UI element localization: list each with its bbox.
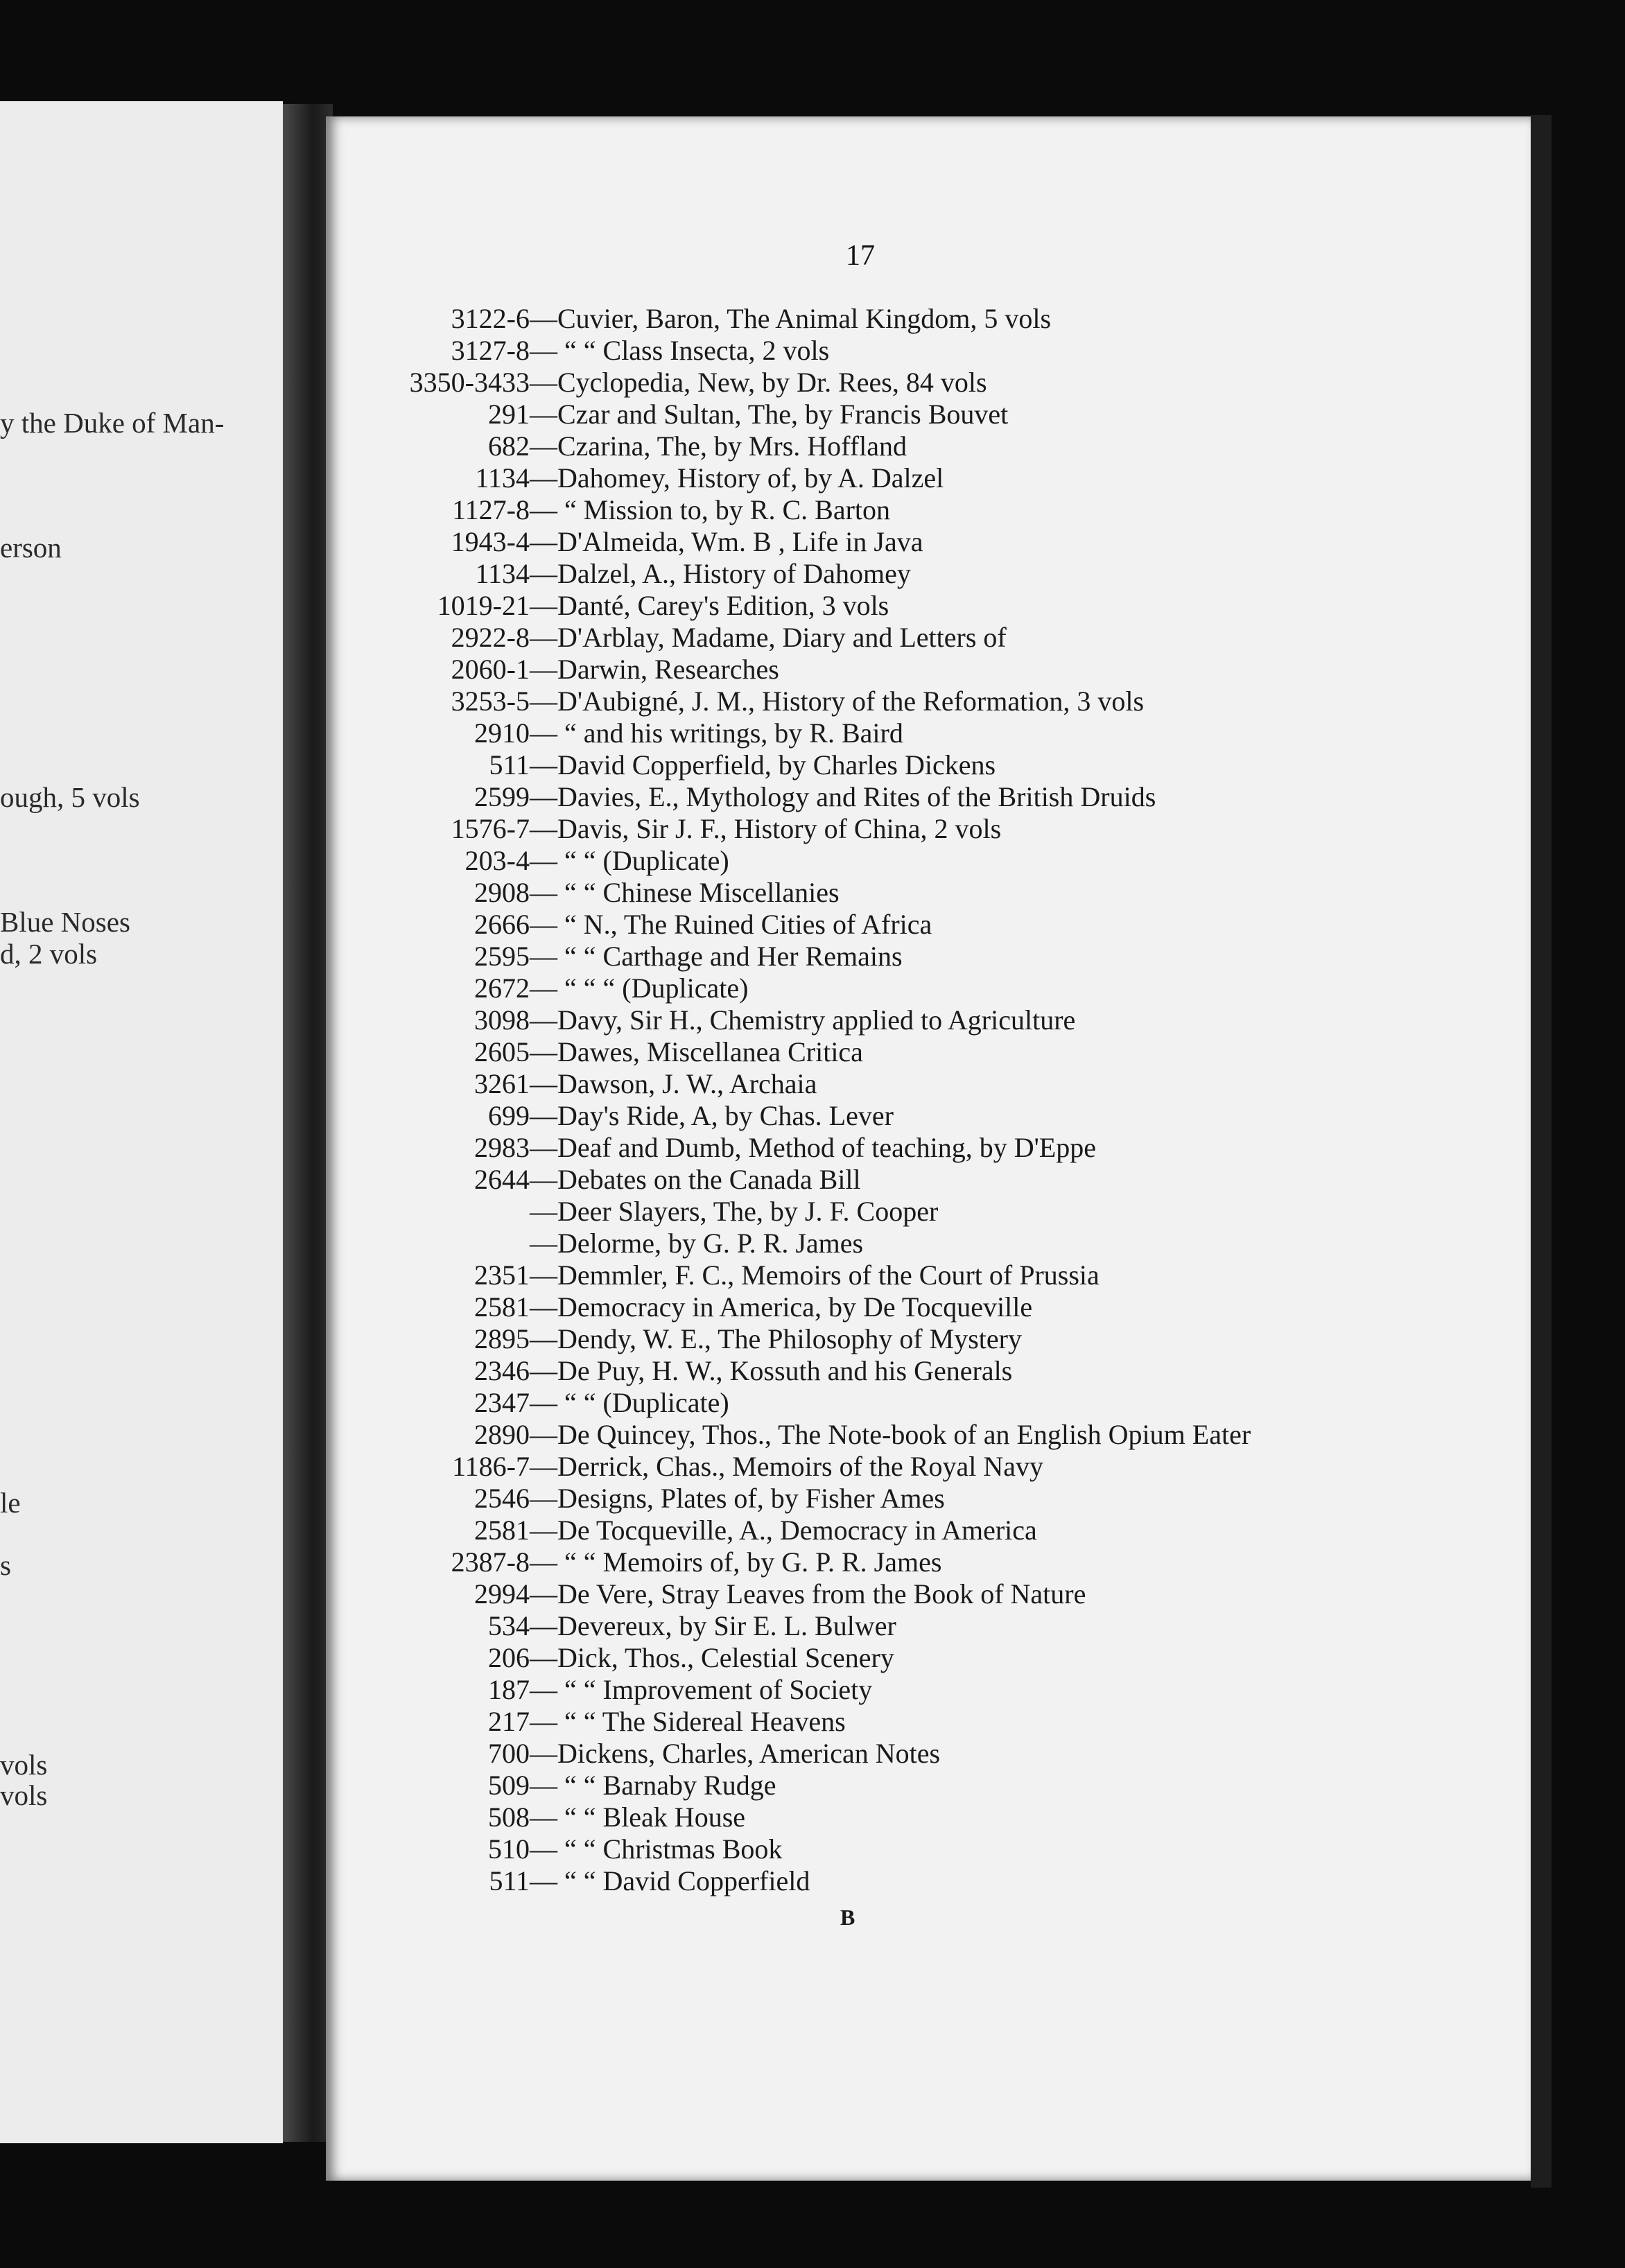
entry-number: 2346 [474, 1355, 530, 1386]
entry-text: — “ “ Bleak House [530, 1802, 746, 1833]
catalogue-entry [0, 1006, 1625, 1037]
entry-number: 2387-8 [451, 1546, 530, 1578]
left-page-fragment: d, 2 vols [0, 938, 98, 970]
left-page-fragment: vols [0, 1779, 48, 1811]
entry-text: — “ “ Barnaby Rudge [530, 1770, 776, 1801]
entry-text: —Danté, Carey's Edition, 3 vols [530, 590, 889, 621]
entry-text: —Derrick, Chas., Memoirs of the Royal Navy [530, 1451, 1043, 1482]
left-page-fragment: erson [0, 532, 62, 564]
entry-text: — “ “ Chinese Miscellanies [530, 877, 840, 908]
catalogue-entry [0, 1772, 1625, 1802]
entry-text: — “ “ Christmas Book [530, 1833, 783, 1865]
entry-text: —Deer Slayers, The, by J. F. Cooper [530, 1196, 939, 1227]
entry-number: 1019-21 [437, 590, 530, 621]
catalogue-entry [0, 1421, 1625, 1451]
entry-text: — “ “ David Copperfield [530, 1865, 810, 1896]
catalogue-entry [0, 1740, 1625, 1770]
entry-text: — “ “ Memoirs of, by G. P. R. James [530, 1546, 942, 1578]
entry-text: —Debates on the Canada Bill [530, 1164, 861, 1195]
entry-text: —Demmler, F. C., Memoirs of the Court of Prussia [530, 1259, 1100, 1291]
catalogue-entry [0, 1230, 1625, 1260]
catalogue-entry [0, 783, 1625, 814]
catalogue-entry [0, 430, 1625, 463]
entry-text: —D'Arblay, Madame, Diary and Letters of [530, 622, 1007, 653]
entry-number: 2983 [474, 1132, 530, 1163]
left-page-fragment: Blue Noses [0, 906, 130, 938]
entry-number: 291 [488, 399, 530, 430]
entry-number: 1576-7 [451, 813, 530, 844]
left-page-fragment: le [0, 1487, 21, 1519]
catalogue-entry [0, 1293, 1625, 1324]
catalogue-entry [0, 592, 1625, 622]
entry-number: 508 [488, 1802, 530, 1833]
catalogue-entry [0, 815, 1625, 846]
catalogue-entry [0, 1485, 1625, 1515]
entry-number: 2581 [474, 1515, 530, 1546]
catalogue-entry [0, 656, 1625, 686]
entry-text: —De Vere, Stray Leaves from the Book of Nature [530, 1578, 1086, 1610]
catalogue-entry [0, 1867, 1625, 1898]
entry-number: 2910 [474, 717, 530, 749]
catalogue-entry [0, 1453, 1625, 1483]
entry-number: 2060-1 [451, 654, 530, 685]
entry-number: 217 [488, 1706, 530, 1737]
left-page-fragment: s [0, 1549, 11, 1581]
entry-number: 2599 [474, 781, 530, 812]
entry-number: 2666 [474, 909, 530, 940]
catalogue-entry [0, 1389, 1625, 1420]
catalogue-entry [0, 560, 1625, 591]
catalogue-entry [0, 972, 1625, 1005]
entry-number: 2994 [474, 1578, 530, 1610]
catalogue-entry [0, 1804, 1625, 1834]
catalogue-entry [0, 1166, 1625, 1196]
entry-number: 700 [488, 1738, 530, 1769]
entry-number: 1127-8 [452, 494, 530, 525]
catalogue-entry [0, 1546, 1625, 1579]
entry-number: 1943-4 [451, 526, 530, 557]
signature-mark: B [840, 1905, 855, 1930]
entry-number: 3253-5 [451, 686, 530, 717]
left-page-fragment: ough, 5 vols [0, 781, 140, 813]
entry-text: — “ Mission to, by R. C. Barton [530, 494, 891, 525]
entry-number: 3098 [474, 1004, 530, 1036]
entry-number: 2605 [474, 1036, 530, 1067]
entry-number: 3122-6 [451, 303, 530, 334]
entry-text: —De Tocqueville, A., Democracy in America [530, 1515, 1037, 1546]
catalogue-entry [0, 1644, 1625, 1675]
entry-number: 699 [488, 1100, 530, 1131]
catalogue-entry [0, 369, 1625, 399]
entry-text: — “ N., The Ruined Cities of Africa [530, 909, 932, 940]
entry-number: 2895 [474, 1323, 530, 1354]
catalogue-entry [0, 624, 1625, 654]
entry-text: —Darwin, Researches [530, 654, 779, 685]
catalogue-entry [0, 496, 1625, 527]
entry-text: —Czar and Sultan, The, by Francis Bouvet [530, 399, 1009, 430]
entry-number: 682 [488, 430, 530, 462]
page-number: 17 [846, 240, 875, 272]
entry-number: 2672 [474, 972, 530, 1004]
catalogue-entry [0, 688, 1625, 718]
catalogue-entry [0, 847, 1625, 878]
catalogue-entry [0, 1102, 1625, 1133]
entry-text: —D'Aubigné, J. M., History of the Reformation, 3 vols [530, 686, 1145, 717]
entry-text: — “ “ Class Insecta, 2 vols [530, 335, 830, 366]
left-page-fragment: y the Duke of Man- [0, 407, 225, 439]
catalogue-entry [0, 528, 1625, 559]
catalogue-entry [0, 1259, 1625, 1292]
entry-number: 187 [488, 1674, 530, 1705]
entry-text: —Delorme, by G. P. R. James [530, 1228, 864, 1259]
entry-text: —D'Almeida, Wm. B , Life in Java [530, 526, 923, 557]
catalogue-entry [0, 911, 1625, 941]
catalogue-entry [0, 464, 1625, 495]
entry-text: — “ “ “ (Duplicate) [530, 972, 749, 1004]
entry-text: —De Quincey, Thos., The Note-book of an English Opium Eater [530, 1419, 1251, 1450]
entry-number: 206 [488, 1642, 530, 1673]
entry-number: 2922-8 [451, 622, 530, 653]
entry-text: —Davis, Sir J. F., History of China, 2 vols [530, 813, 1002, 844]
catalogue-entry [0, 751, 1625, 782]
left-page-fragment: vols [0, 1749, 48, 1781]
entry-text: —Dendy, W. E., The Philosophy of Mystery [530, 1323, 1022, 1354]
entry-number: 3350-3433 [409, 367, 530, 398]
entry-text: —Democracy in America, by De Tocqueville [530, 1291, 1033, 1323]
catalogue-entry [0, 1134, 1625, 1164]
entry-number: 511 [489, 749, 530, 780]
entry-text: — “ “ (Duplicate) [530, 845, 729, 876]
catalogue-entry [0, 1580, 1625, 1611]
entry-text: —Day's Ride, A, by Chas. Lever [530, 1100, 894, 1131]
catalogue-entry [0, 401, 1625, 431]
entry-number: 2644 [474, 1164, 530, 1195]
entry-text: —Cyclopedia, New, by Dr. Rees, 84 vols [530, 367, 987, 398]
catalogue-entry [0, 337, 1625, 367]
entry-text: —David Copperfield, by Charles Dickens [530, 749, 996, 780]
entry-text: —Czarina, The, by Mrs. Hoffland [530, 430, 907, 462]
catalogue-entry [0, 1038, 1625, 1069]
entry-text: —Dickens, Charles, American Notes [530, 1738, 941, 1769]
catalogue-entry [0, 1835, 1625, 1866]
catalogue-entry [0, 879, 1625, 909]
entry-text: — “ “ (Duplicate) [530, 1387, 729, 1418]
entry-text: —Devereux, by Sir E. L. Bulwer [530, 1610, 896, 1641]
entry-number: 2347 [474, 1387, 530, 1418]
entry-number: 510 [488, 1833, 530, 1865]
entry-number: 509 [488, 1770, 530, 1801]
entry-number: 3261 [474, 1068, 530, 1099]
entry-text: —Dawson, J. W., Archaia [530, 1068, 817, 1099]
entry-number: 2908 [474, 877, 530, 908]
catalogue-entry [0, 1708, 1625, 1738]
entry-number: 2581 [474, 1291, 530, 1323]
catalogue-entry [0, 719, 1625, 750]
entry-text: —Dalzel, A., History of Dahomey [530, 558, 911, 589]
entry-number: 1134 [475, 558, 530, 589]
entry-text: — “ and his writings, by R. Baird [530, 717, 903, 749]
entry-text: — “ “ The Sidereal Heavens [530, 1706, 846, 1737]
entry-number: 2546 [474, 1483, 530, 1514]
entry-text: —Dahomey, History of, by A. Dalzel [530, 462, 944, 494]
entry-text: —Dawes, Miscellanea Critica [530, 1036, 863, 1067]
entry-number: 2890 [474, 1419, 530, 1450]
catalogue-entry [0, 1070, 1625, 1101]
entry-number: 203-4 [464, 845, 530, 876]
catalogue-entry [0, 1517, 1625, 1547]
entry-text: —Davies, E., Mythology and Rites of the British Druids [530, 781, 1156, 812]
catalogue-entry [0, 943, 1625, 973]
catalogue-entry [0, 305, 1625, 335]
entry-number: 2595 [474, 941, 530, 972]
entry-text: — “ “ Carthage and Her Remains [530, 941, 903, 972]
catalogue-entry [0, 1357, 1625, 1388]
catalogue-entry [0, 1198, 1625, 1228]
catalogue-entry [0, 1325, 1625, 1356]
entry-number: 1134 [475, 462, 530, 494]
entry-text: —Davy, Sir H., Chemistry applied to Agriculture [530, 1004, 1076, 1036]
catalogue-entry [0, 1612, 1625, 1643]
entry-text: —Cuvier, Baron, The Animal Kingdom, 5 vols [530, 303, 1052, 334]
entry-number: 511 [489, 1865, 530, 1896]
entry-text: —Deaf and Dumb, Method of teaching, by D'Eppe [530, 1132, 1096, 1163]
entry-text: —De Puy, H. W., Kossuth and his Generals [530, 1355, 1013, 1386]
catalogue-entry [0, 1676, 1625, 1707]
entry-number: 3127-8 [451, 335, 530, 366]
entry-number: 2351 [474, 1259, 530, 1291]
entry-text: —Designs, Plates of, by Fisher Ames [530, 1483, 945, 1514]
entry-number: 1186-7 [452, 1451, 530, 1482]
entry-number: 534 [488, 1610, 530, 1641]
entry-text: — “ “ Improvement of Society [530, 1674, 873, 1705]
entry-text: —Dick, Thos., Celestial Scenery [530, 1642, 894, 1673]
